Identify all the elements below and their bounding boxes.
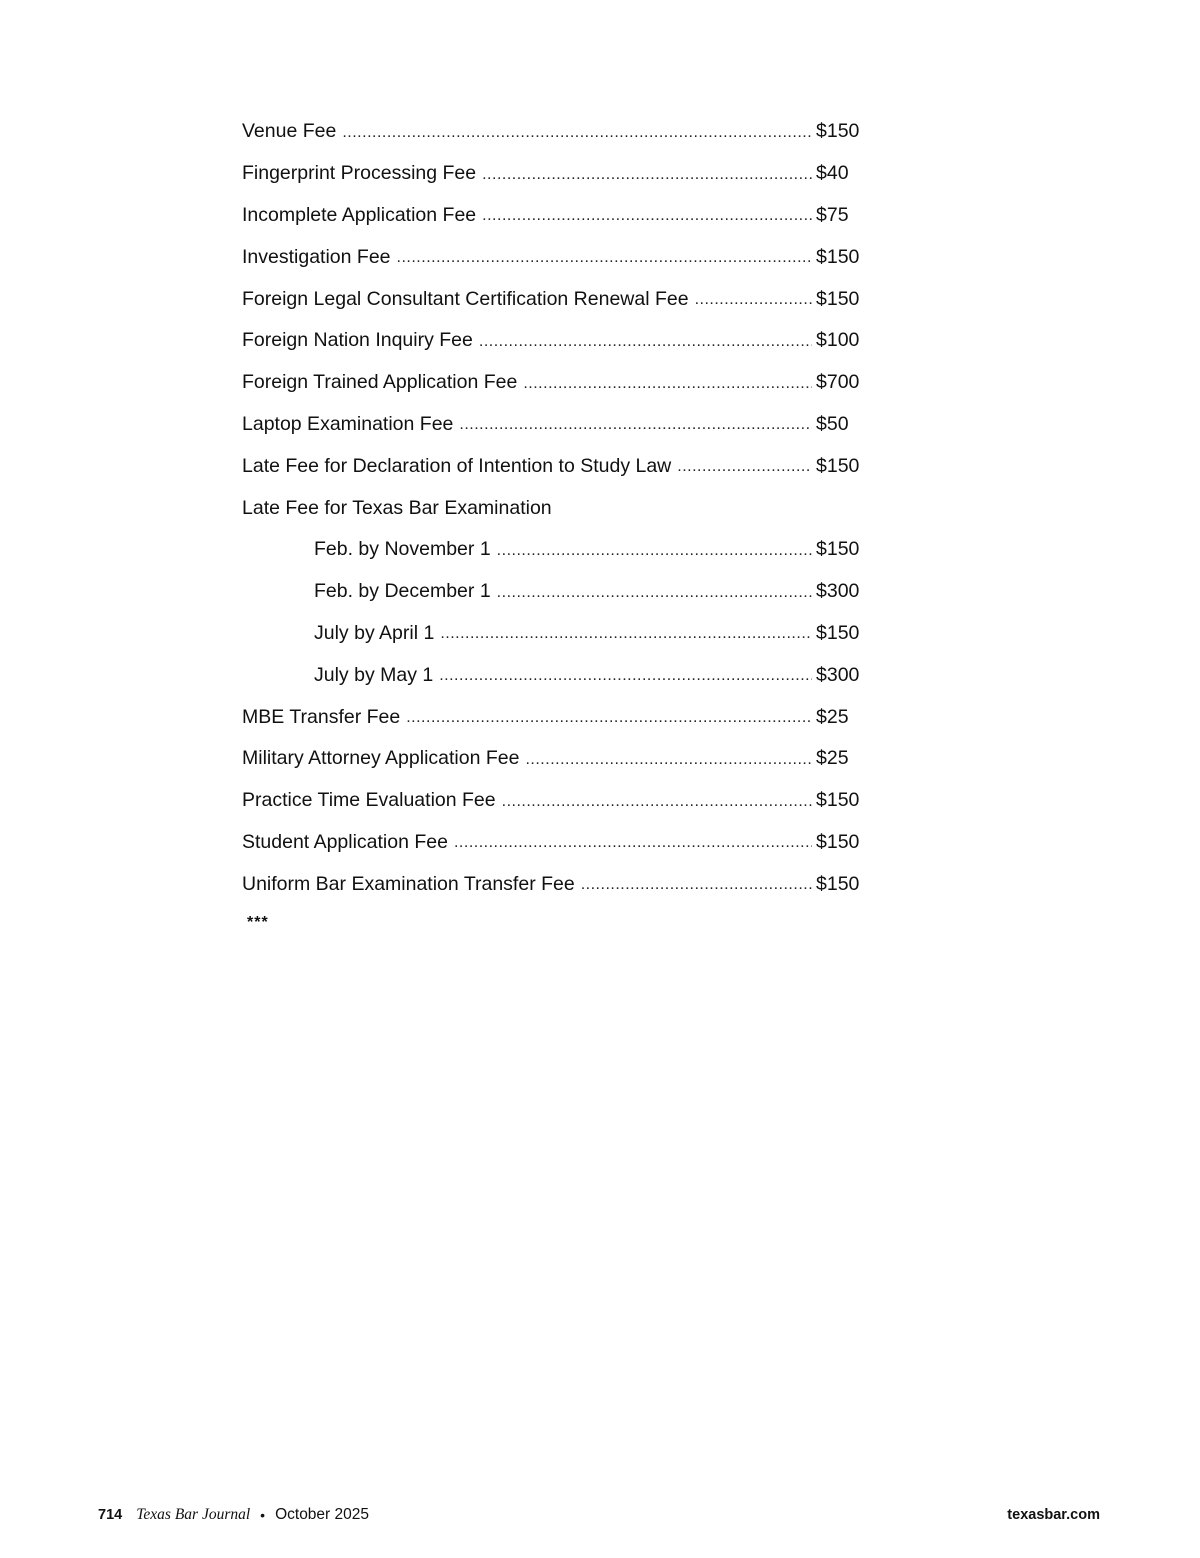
fee-row-late-declaration bbox=[242, 445, 860, 487]
fee-label: MBE Transfer Fee bbox=[242, 705, 401, 728]
fee-amount: $150 bbox=[816, 287, 860, 310]
fee-amount: $25 bbox=[816, 705, 849, 728]
page-number: 714 bbox=[98, 1507, 123, 1523]
fee-label: Laptop Examination Fee bbox=[242, 412, 454, 435]
fee-label: Military Attorney Application Fee bbox=[242, 747, 520, 770]
fee-row-practice-time bbox=[242, 780, 860, 822]
fee-row-ube-transfer bbox=[242, 863, 860, 905]
fee-amount: $300 bbox=[816, 580, 860, 603]
fee-label: July by May 1 bbox=[314, 663, 434, 686]
fee-amount: $25 bbox=[816, 747, 849, 770]
fee-group-heading-late-bar-exam bbox=[242, 487, 860, 529]
fee-label: Student Application Fee bbox=[242, 830, 448, 853]
dot-leader bbox=[397, 249, 812, 267]
fee-amount: $150 bbox=[816, 789, 860, 812]
dot-leader bbox=[497, 584, 812, 602]
dot-leader bbox=[695, 291, 812, 309]
dot-leader bbox=[406, 709, 812, 727]
fee-row-venue bbox=[242, 111, 860, 153]
dot-leader bbox=[482, 207, 812, 225]
fee-group-label: Late Fee for Texas Bar Examination bbox=[242, 496, 552, 519]
fee-row-mbe-transfer bbox=[242, 696, 860, 738]
fee-label: Foreign Trained Application Fee bbox=[242, 371, 518, 394]
fee-amount: $75 bbox=[816, 203, 849, 226]
fee-amount: $700 bbox=[816, 371, 860, 394]
fee-label: Feb. by November 1 bbox=[314, 538, 491, 561]
fee-row-foreign-legal-consultant bbox=[242, 278, 860, 320]
fee-row-fingerprint-processing bbox=[242, 153, 860, 195]
dot-leader bbox=[677, 458, 812, 476]
fee-label: July by April 1 bbox=[314, 621, 435, 644]
fee-amount: $150 bbox=[816, 245, 860, 268]
fee-label: Foreign Legal Consultant Certification Renewal Fee bbox=[242, 287, 689, 310]
dot-leader bbox=[459, 416, 812, 434]
dot-leader bbox=[440, 625, 812, 643]
fee-amount: $50 bbox=[816, 412, 849, 435]
fee-label: Fingerprint Processing Fee bbox=[242, 162, 477, 185]
fee-amount: $150 bbox=[816, 872, 860, 895]
fee-schedule bbox=[242, 111, 860, 905]
fee-row-feb-november bbox=[242, 529, 860, 571]
dot-leader bbox=[502, 793, 812, 811]
fee-label: Late Fee for Declaration of Intention to Study Law bbox=[242, 454, 672, 477]
fee-amount: $150 bbox=[816, 621, 860, 644]
fee-row-laptop-examination bbox=[242, 404, 860, 446]
fee-row-foreign-trained-application bbox=[242, 362, 860, 404]
fee-amount: $100 bbox=[816, 329, 860, 352]
dot-leader bbox=[439, 667, 812, 685]
dot-leader bbox=[482, 166, 812, 184]
fee-amount: $150 bbox=[816, 830, 860, 853]
fee-amount: $300 bbox=[816, 663, 860, 686]
fee-label: Incomplete Application Fee bbox=[242, 203, 477, 226]
fee-amount: $150 bbox=[816, 538, 860, 561]
fee-row-investigation bbox=[242, 236, 860, 278]
dot-leader bbox=[581, 876, 812, 894]
fee-label: Feb. by December 1 bbox=[314, 580, 491, 603]
fee-label: Venue Fee bbox=[242, 120, 337, 143]
fee-amount: $40 bbox=[816, 162, 849, 185]
fee-row-july-april bbox=[242, 613, 860, 655]
journal-title: Texas Bar Journal bbox=[136, 1506, 251, 1523]
fee-row-foreign-nation-inquiry bbox=[242, 320, 860, 362]
fee-row-student-application bbox=[242, 822, 860, 864]
fee-label: Uniform Bar Examination Transfer Fee bbox=[242, 872, 575, 895]
dot-leader bbox=[523, 375, 812, 393]
fee-row-incomplete-application bbox=[242, 195, 860, 237]
fee-label: Foreign Nation Inquiry Fee bbox=[242, 329, 473, 352]
dot-leader bbox=[525, 751, 812, 769]
dot-leader bbox=[479, 333, 812, 351]
fee-label: Practice Time Evaluation Fee bbox=[242, 789, 496, 812]
fee-row-july-may bbox=[242, 654, 860, 696]
page-footer bbox=[98, 1504, 1100, 1526]
fee-row-feb-december bbox=[242, 571, 860, 613]
fee-label: Investigation Fee bbox=[242, 245, 391, 268]
dot-leader bbox=[497, 542, 812, 560]
fee-amount: $150 bbox=[816, 454, 860, 477]
bullet-separator: • bbox=[260, 1507, 266, 1523]
fee-amount: $150 bbox=[816, 120, 860, 143]
website-link[interactable]: texasbar.com bbox=[1007, 1507, 1100, 1523]
fee-row-military-attorney bbox=[242, 738, 860, 780]
section-separator: *** bbox=[247, 914, 269, 931]
dot-leader bbox=[454, 834, 812, 852]
dot-leader bbox=[342, 124, 812, 142]
issue-date: October 2025 bbox=[275, 1506, 370, 1523]
